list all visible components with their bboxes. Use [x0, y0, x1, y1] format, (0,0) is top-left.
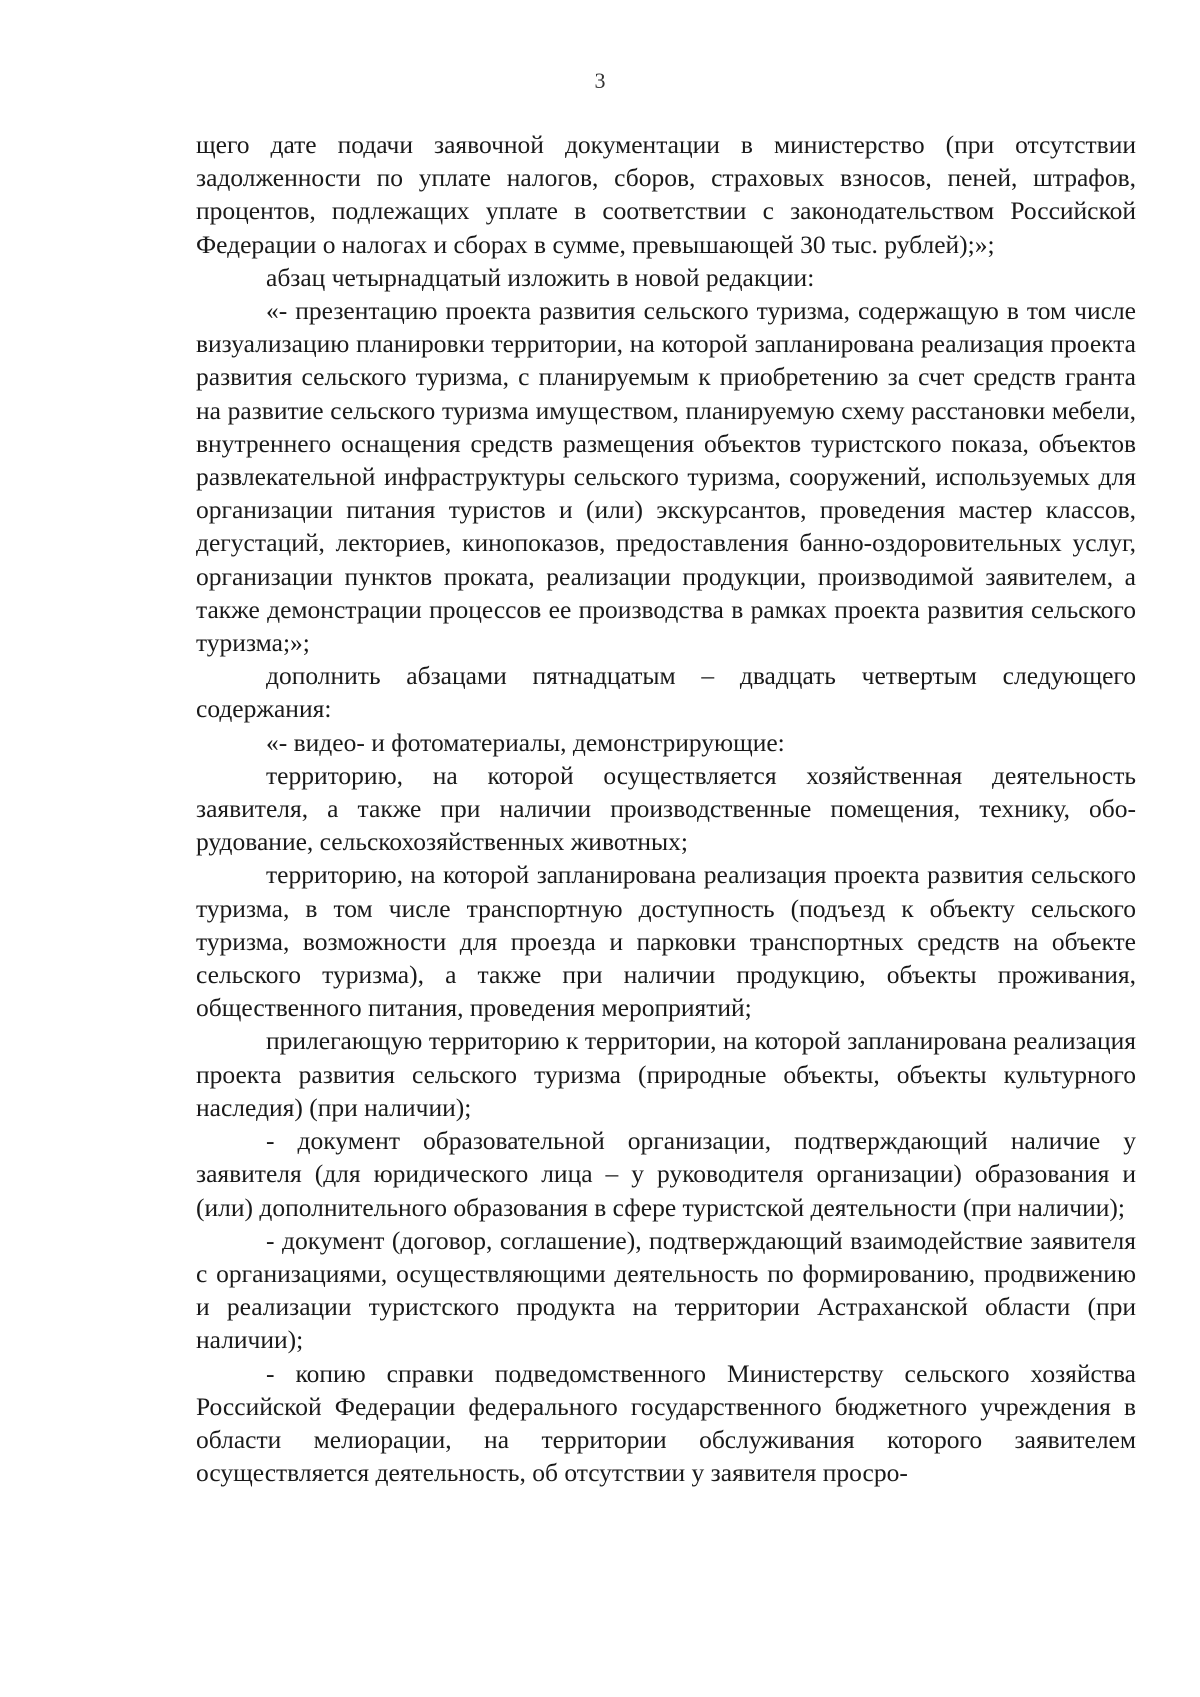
paragraph: «- видео- и фотоматериалы, демонстрирующие:: [266, 727, 785, 757]
paragraph: территорию, на которой осуществляется хозяйственная деятельность заявителя, а также при наличии производственные помещения, технику, оборудование, сельскохозяйственных животных;: [196, 760, 1136, 857]
paragraph: прилегающую территорию к территории, на которой запланирована реализация проекта развития сельского туризма (природные объекты, объекты культурного наследия) (при наличии);: [196, 1026, 1136, 1122]
page-number: 3: [594, 68, 606, 93]
paragraph: абзац четырнадцатый изложить в новой редакции:: [266, 262, 815, 292]
paragraph: территорию, на которой запланирована реализация проекта развития сельского туризма, в том числе транспортную доступность (подъезд к объекту сельского туризма, возможности для проезда и парковки транспортных средств на объекте сельского туризма), а также при наличии продукцию, объекты проживания, общественного питания, проведения мероприятий;: [196, 860, 1136, 1023]
paragraph: щего дате подачи заявочной документации в министерство (при отсутствии задолженности по уплате налогов, сборов, страховых взносов, пеней, штрафов, процентов, подлежащих уплате в соответствии с законодательством Российской Федерации о налогах и сборах в сумме, превышающей 30 тыс. рублей);»;: [196, 130, 1136, 259]
paragraph: дополнить абзацами пятнадцатым – двадцать четвертым следующего содержания:: [196, 661, 1136, 724]
paragraph: - копию справки подведомственного Министерству сельского хозяйства Российской Федерации федерального государственного бюджетного учреждения в области мелиорации, на территории обслуживания которого заявителем осуществляется деятельность, об отсутствии у заявителя просро-: [196, 1358, 1136, 1488]
paragraph: «- презентацию проекта развития сельского туризма, содержащую в том числе визуализацию планировки территории, на которой запланирована реализация проекта развития сельского туризма, с планируемым к приобретению за счет средств гранта на развитие сельского туризма имуществом, планируемую схему расстановки мебели, внутреннего оснащения средств размещения объектов туристского показа, объектов развлекательной инфраструктуры сельского туризма, сооружений, используемых для организации питания туристов и (или) экскурсантов, проведения мастер классов, дегустаций, лекториев, кинопоказов, предоставления банно-оздоровительных услуг, организации пунктов проката, реализации продукции, производимой заявителем, а также демонстрации процессов ее производства в рамках проекта развития сельского туризма;»;: [196, 296, 1136, 658]
paragraph: - документ (договор, соглашение), подтверждающий взаимодействие заявителя с организациями, осуществляющими деятельность по формированию, продвижению и реализации туристского продукта на территории Астраханской области (при наличии);: [196, 1225, 1136, 1355]
paragraph: - документ образовательной организации, подтверждающий наличие у заявителя (для юридического лица – у руководителя организации) образования и (или) дополнительного образования в сфере туристской деятельности (при наличии);: [196, 1126, 1136, 1222]
document-body: [196, 128, 1136, 1489]
